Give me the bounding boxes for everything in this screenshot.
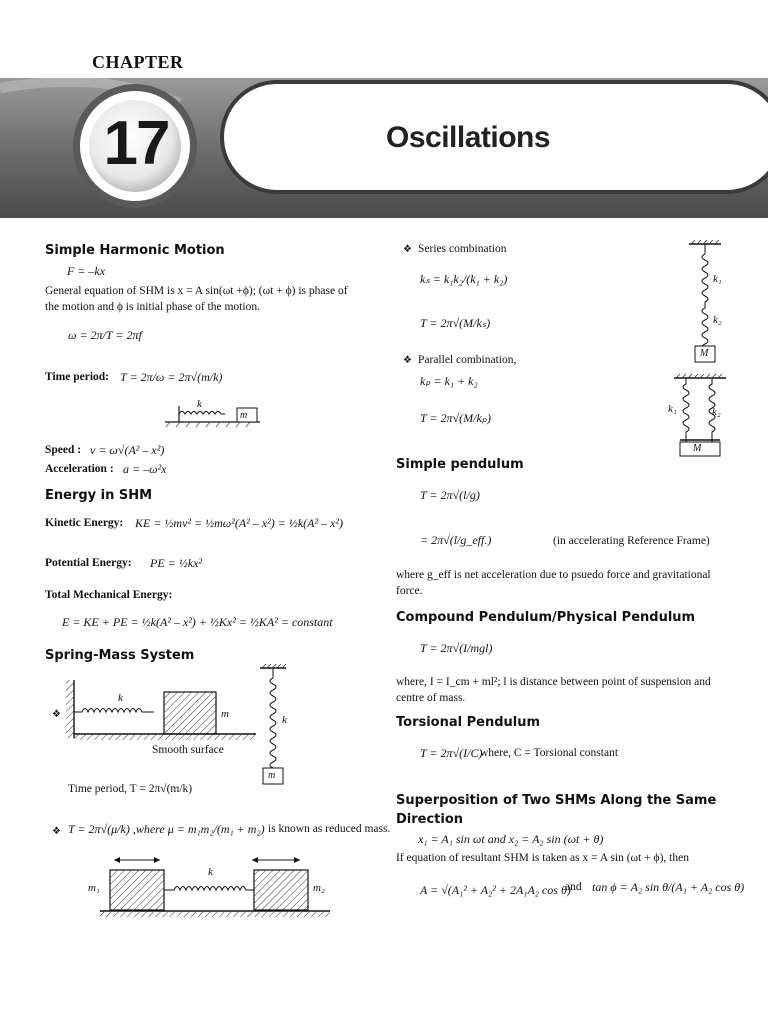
series-period-equation: T = 2π√(M/kₛ)	[420, 316, 491, 330]
pendulum-text-2: force.	[396, 585, 423, 597]
two-mass-m2-label: m₂	[313, 882, 325, 894]
shm-fig-k-label: k	[197, 398, 202, 410]
parallel-label: Parallel combination,	[418, 354, 517, 366]
total-energy-equation: E = KE + PE = ½k(A² – x²) + ½Kx² = ½KA² = constant	[62, 615, 333, 629]
heading-energy: Energy in SHM	[45, 488, 153, 503]
reduced-mass-text: is known as reduced mass.	[268, 823, 391, 835]
two-mass-k-label: k	[208, 866, 213, 878]
time-period-label: Time period:	[45, 371, 109, 383]
series-k1-label: k₁	[713, 273, 722, 285]
vertical-spring-k-label: k	[282, 714, 287, 726]
smooth-surface-label: Smooth surface	[152, 744, 224, 756]
superposition-equation-3: tan ϕ = A₂ sin θ/(A₁ + A₂ cos θ)	[592, 880, 745, 894]
heading-superposition-2: Direction	[396, 812, 464, 827]
ke-equation: KE = ½mv² = ½mω²(A² – x²) = ½k(A² – x²)	[135, 516, 343, 530]
compound-text-1: where, I = I_cm + ml²; l is distance between point of suspension and	[396, 676, 711, 688]
pendulum-text-1: where g_eff is net acceleration due to psuedo force and gravitational	[396, 569, 711, 581]
torsional-text: where, C = Torsional constant	[480, 747, 619, 759]
parallel-period-equation: T = 2π√(M/kₚ)	[420, 411, 491, 425]
series-M-label: M	[700, 348, 709, 359]
pendulum-equation-1: T = 2π√(l/g)	[420, 488, 480, 502]
spring-time-period: Time period, T = 2π√(m/k)	[68, 783, 193, 795]
pe-label: Potential Energy:	[45, 557, 132, 569]
two-mass-figure	[100, 852, 340, 918]
shm-fig-m-label: m	[240, 410, 248, 421]
chapter-number: 17	[103, 109, 169, 178]
reduced-mass-equation: T = 2π√(μ/k) ,where μ = m₁m₂/(m₁ + m₂)	[68, 822, 265, 836]
speed-equation: v = ω√(A² – x²)	[90, 443, 165, 457]
total-energy-label: Total Mechanical Energy:	[45, 589, 173, 601]
shm-general-text-2: the motion and ϕ is initial phase of the motion.	[45, 301, 260, 313]
heading-superposition-1: Superposition of Two SHMs Along the Same	[396, 793, 717, 808]
time-period-equation: T = 2π/ω = 2π√(m/k)	[120, 370, 223, 384]
superposition-equation-2: A = √(A₁² + A₂² + 2A₁A₂ cos θ)	[420, 883, 571, 897]
pendulum-equation-2: = 2π√(l/g_eff.)	[420, 533, 492, 547]
chapter-title: Oscillations	[386, 121, 551, 154]
pendulum-note: (in accelerating Reference Frame)	[553, 535, 710, 547]
series-label: Series combination	[418, 243, 507, 255]
omega-equation: ω = 2π/T = 2πf	[68, 328, 142, 342]
heading-simple-pendulum: Simple pendulum	[396, 457, 524, 472]
bullet-icon: ❖	[403, 244, 412, 255]
superposition-text: If equation of resultant SHM is taken as x = A sin (ωt + ϕ), then	[396, 852, 689, 864]
bullet-icon: ❖	[52, 709, 61, 720]
superposition-equation-1: x₁ = A₁ sin ωt and x₂ = A₂ sin (ωt + θ)	[418, 832, 604, 846]
spring-fig-k-label: k	[118, 692, 123, 704]
series-k2-label: k₂	[713, 314, 722, 326]
parallel-M-label: M	[693, 443, 702, 454]
torsional-equation: T = 2π√(I/C)	[420, 746, 483, 760]
two-mass-m1-label: m₁	[88, 882, 100, 894]
spring-fig-m-label: m	[221, 708, 229, 720]
heading-compound-pendulum: Compound Pendulum/Physical Pendulum	[396, 610, 696, 625]
parallel-k2-label: k₂	[712, 406, 721, 418]
bullet-icon: ❖	[52, 826, 61, 837]
compound-equation: T = 2π√(I/mgl)	[420, 641, 493, 655]
series-ks-equation: kₛ = k₁k₂/(k₁ + k₂)	[420, 272, 508, 286]
parallel-kp-equation: kₚ = k₁ + k₂	[420, 374, 478, 388]
parallel-k1-label: k₁	[668, 403, 677, 415]
force-equation: F = –kx	[67, 264, 106, 278]
bullet-icon: ❖	[403, 355, 412, 366]
speed-label: Speed :	[45, 444, 82, 456]
heading-spring-mass: Spring-Mass System	[45, 648, 195, 663]
heading-shm: Simple Harmonic Motion	[45, 243, 225, 258]
compound-text-2: centre of mass.	[396, 692, 466, 704]
acceleration-equation: a = –ω²x	[123, 462, 167, 476]
heading-torsional-pendulum: Torsional Pendulum	[396, 715, 541, 730]
vertical-spring-m-label: m	[268, 770, 276, 781]
shm-general-text-1: General equation of SHM is x = A sin(ωt +ϕ); (ωt + ϕ) is phase of	[45, 285, 348, 297]
pe-equation: PE = ½kx²	[150, 556, 203, 570]
superposition-and: and	[565, 881, 582, 893]
ke-label: Kinetic Energy:	[45, 517, 124, 529]
chapter-label: CHAPTER	[92, 52, 184, 72]
acceleration-label: Acceleration :	[45, 463, 114, 475]
